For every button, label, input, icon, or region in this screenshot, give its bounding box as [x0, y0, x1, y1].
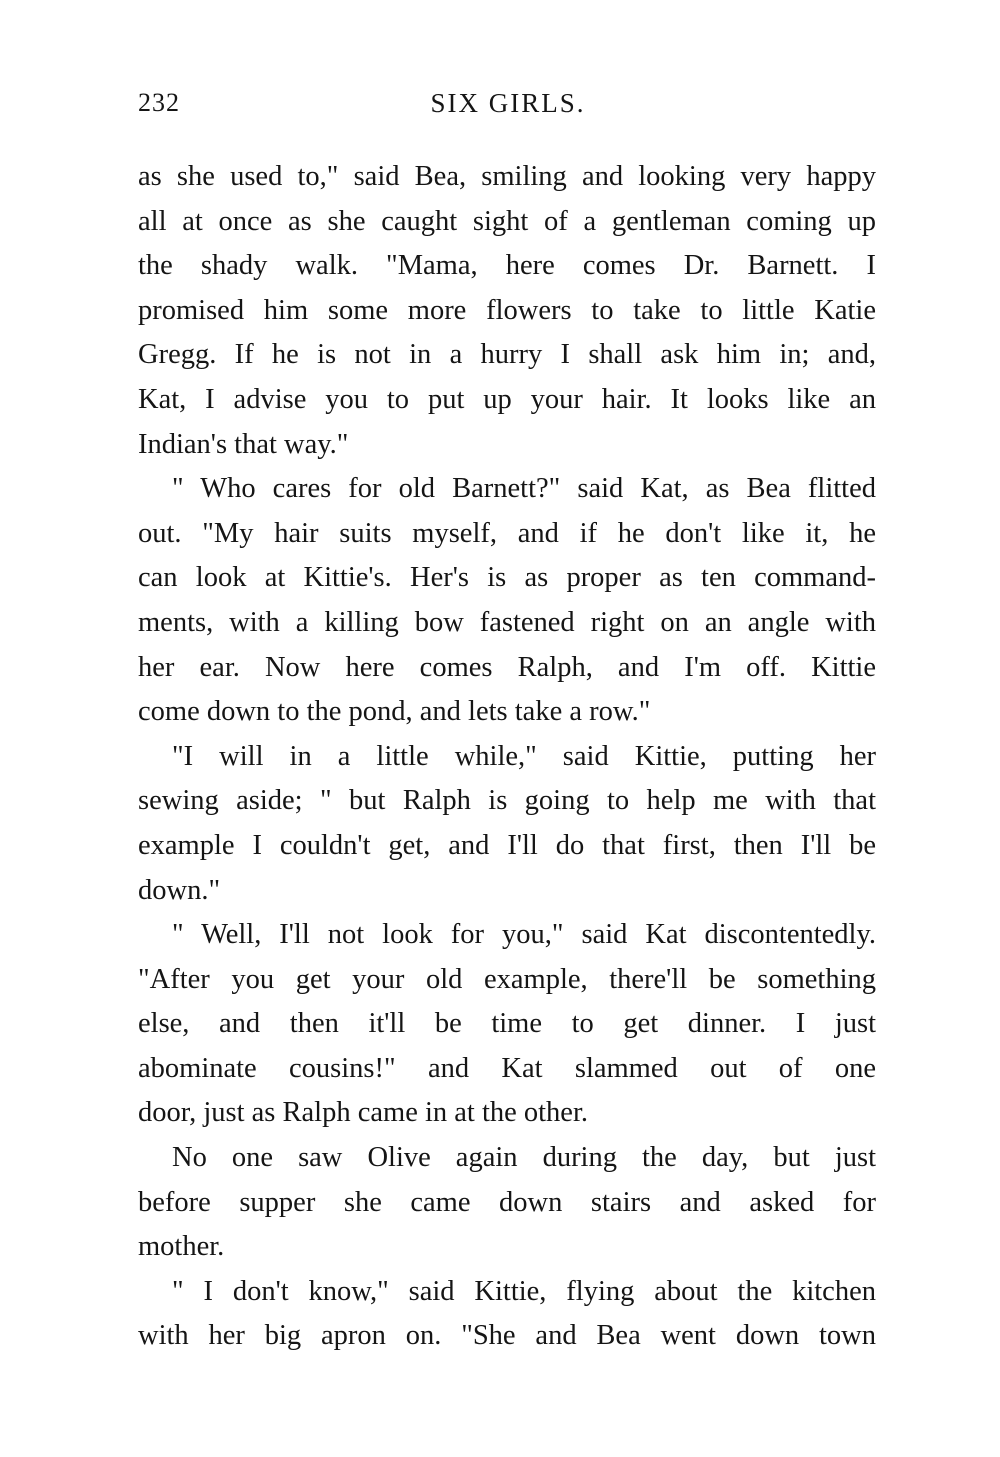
text-line: down." — [138, 874, 221, 906]
text-line: "I will in a little while," said Kittie, putting her — [172, 740, 876, 772]
text-line: out. "My hair suits myself, and if he don't like it, he — [138, 517, 876, 549]
text-line: promised him some more flowers to take to little Katie — [138, 294, 876, 326]
text-line: her ear. Now here comes Ralph, and I'm off. Kittie — [138, 651, 876, 683]
text-line: can look at Kittie's. Her's is as proper as ten command- — [138, 562, 876, 594]
text-line: with her big apron on. "She and Bea went down town — [138, 1320, 876, 1352]
text-line: example I couldn't get, and I'll do that first, then I'll be — [138, 829, 876, 861]
text-line: mother. — [138, 1231, 225, 1263]
text-line: " I don't know," said Kittie, flying about the kitchen — [172, 1275, 876, 1307]
running-title: SIX GIRLS. — [430, 88, 586, 118]
text-line: else, and then it'll be time to get dinner. I just — [138, 1008, 876, 1040]
text-line: " Well, I'll not look for you," said Kat discontentedly. — [172, 919, 876, 951]
paragraph — [138, 913, 876, 1136]
body-text — [138, 155, 876, 1359]
text-line: abominate cousins!" and Kat slammed out of one — [138, 1052, 876, 1084]
paragraph — [138, 467, 876, 735]
paragraph — [138, 1270, 876, 1359]
text-line: sewing aside; " but Ralph is going to help me with that — [138, 785, 876, 817]
text-line: Indian's that way." — [138, 428, 349, 460]
text-line: ments, with a killing bow fastened right on an angle with — [138, 606, 876, 638]
text-line: No one saw Olive again during the day, but just — [172, 1142, 876, 1174]
text-line: door, just as Ralph came in at the other. — [138, 1097, 589, 1129]
text-line: "After you get your old example, there'll be something — [138, 963, 876, 995]
text-line: before supper she came down stairs and asked for — [138, 1186, 876, 1218]
text-line: come down to the pond, and lets take a row." — [138, 696, 651, 728]
text-line: Gregg. If he is not in a hurry I shall ask him in; and, — [138, 339, 876, 371]
running-head — [138, 88, 878, 128]
paragraph — [138, 735, 876, 913]
text-line: as she used to," said Bea, smiling and looking very happy — [138, 161, 876, 192]
paragraph — [138, 1136, 876, 1270]
text-line: all at once as she caught sight of a gentleman coming up — [138, 205, 876, 237]
text-line: " Who cares for old Barnett?" said Kat, as Bea flitted — [172, 473, 876, 505]
text-line: Kat, I advise you to put up your hair. It looks like an — [138, 383, 876, 415]
text-line: the shady walk. "Mama, here comes Dr. Barnett. I — [138, 250, 876, 282]
paragraph — [138, 155, 876, 467]
page-number: 232 — [138, 88, 180, 117]
